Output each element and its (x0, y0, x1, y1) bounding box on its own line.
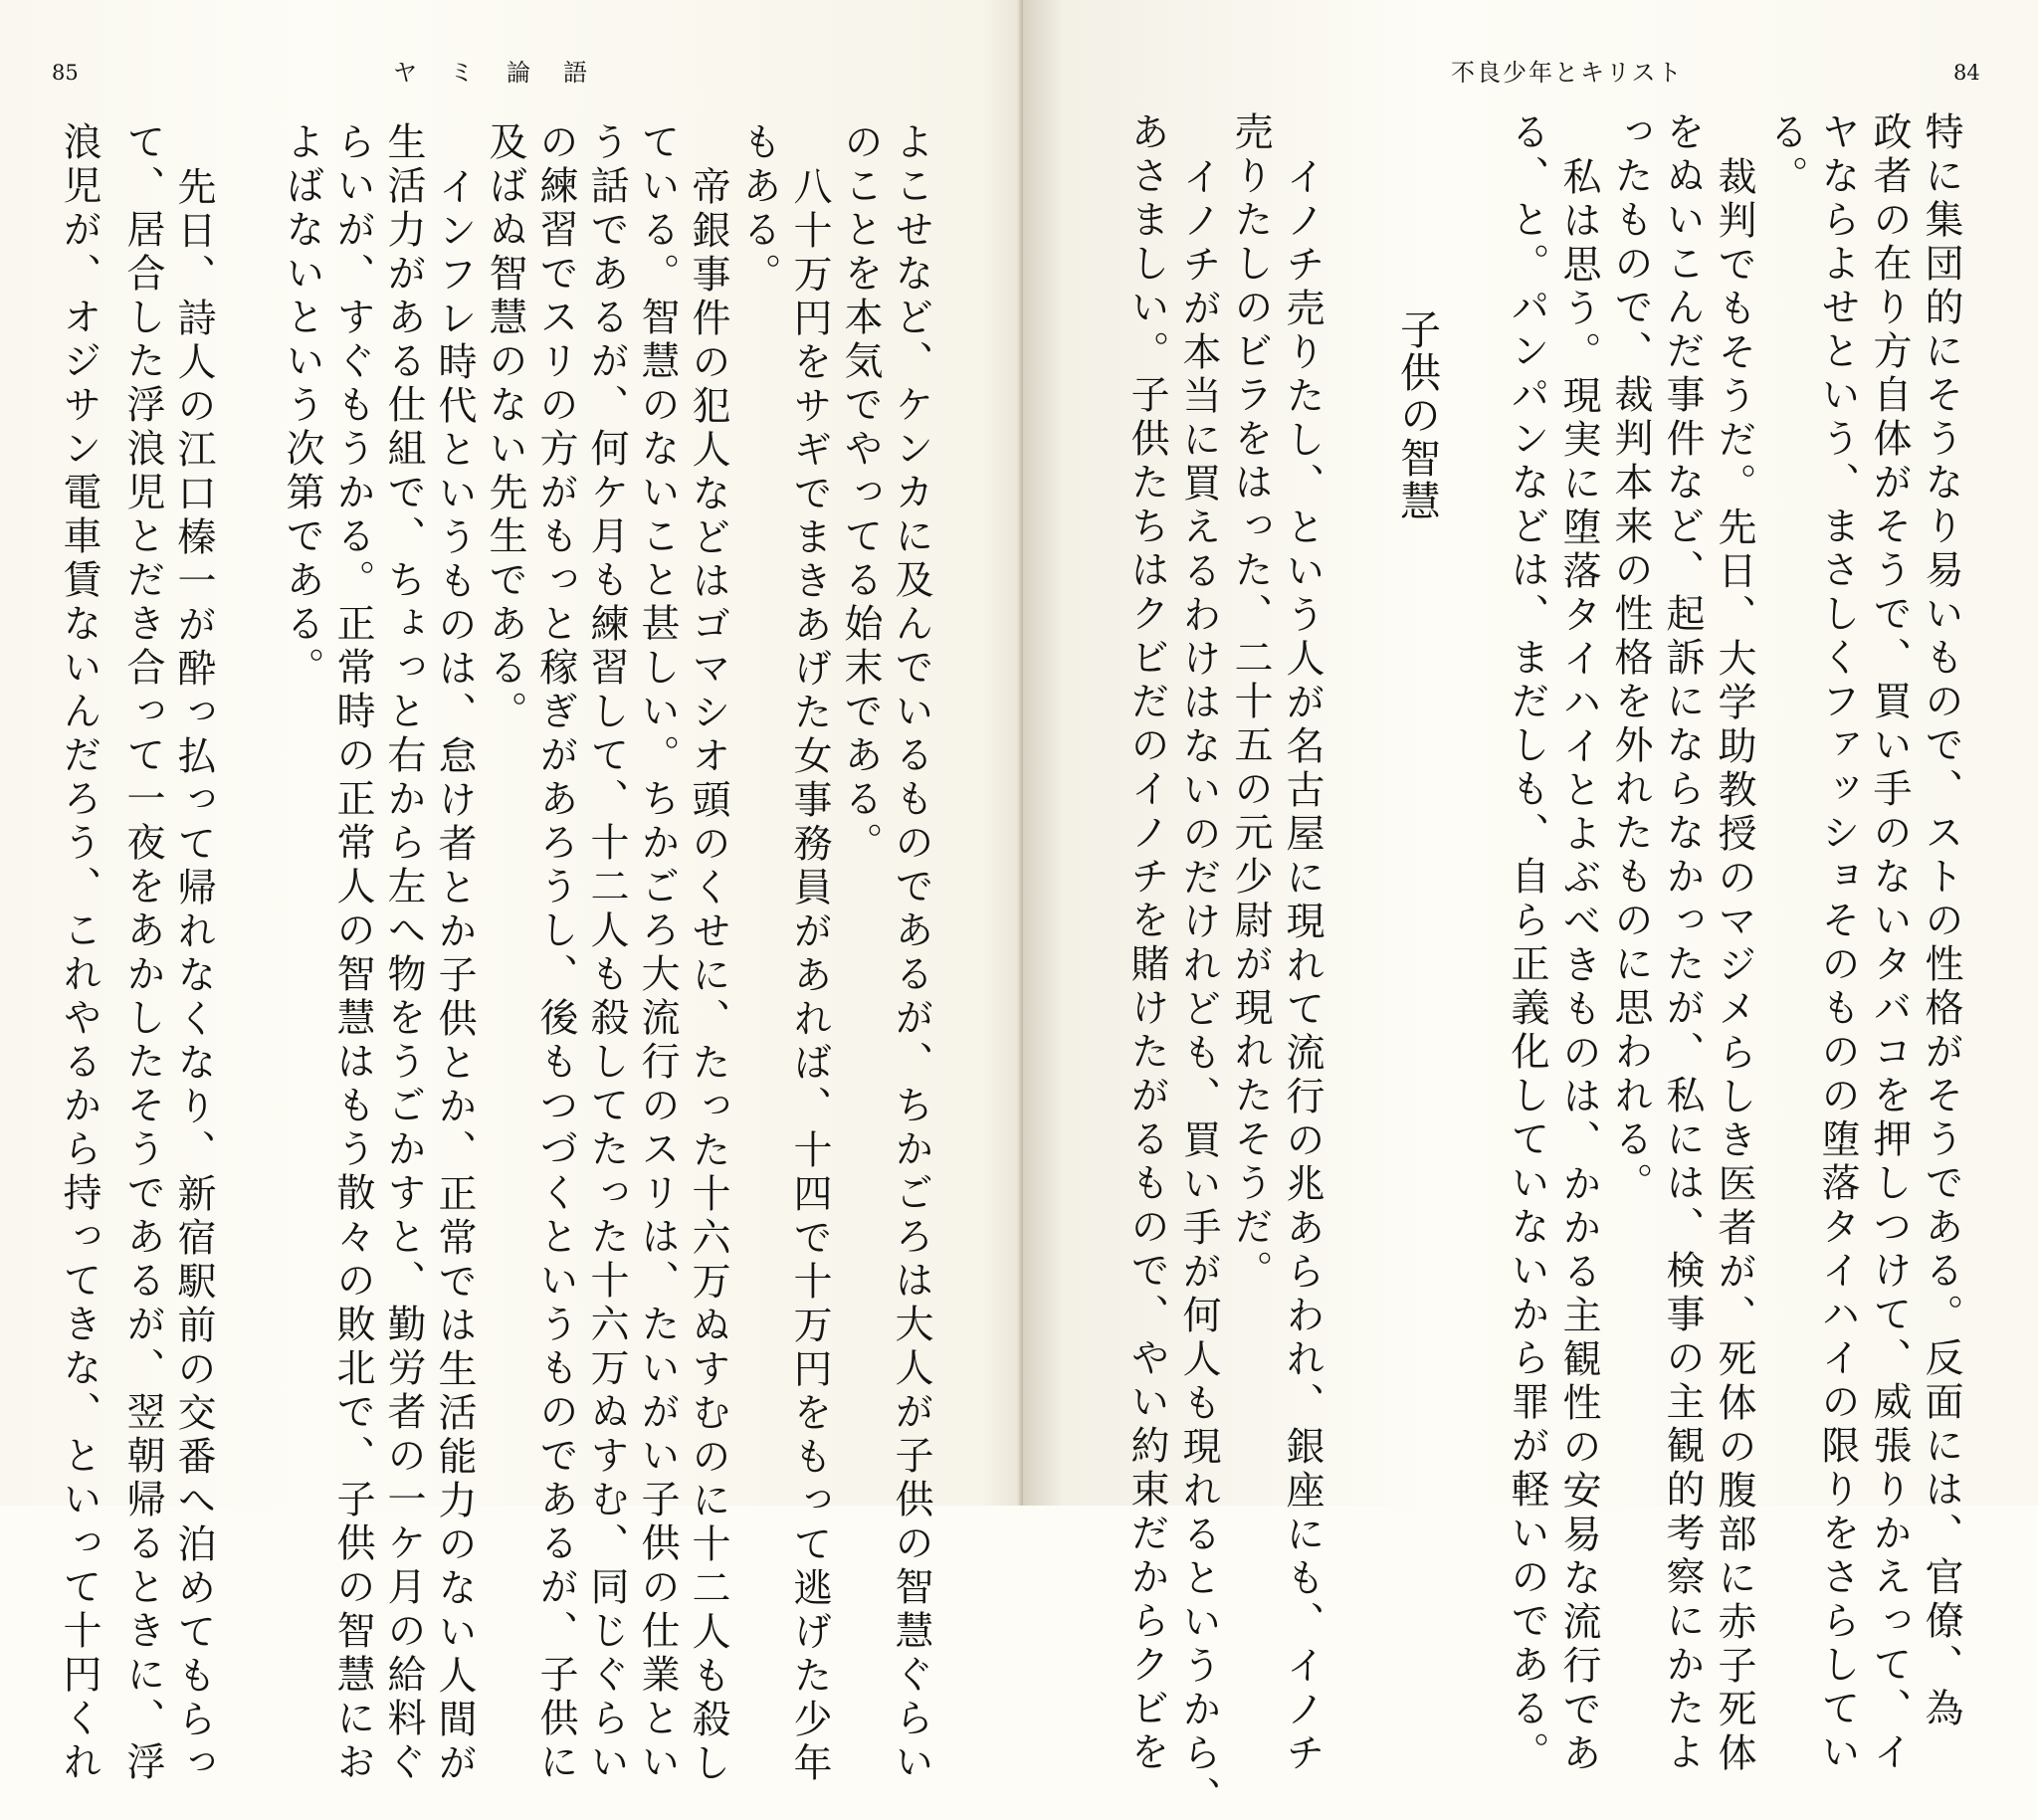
left-line-12: らいが、すぐもうかる。正常時の正常人の智慧はもう散々の敗北で、子供の智慧にお (330, 121, 375, 1785)
left-line-4: もある。 (736, 121, 781, 297)
left-line-7: う話であるが、何ケ月も練習して、十二人も殺してたった十六万ぬすむ、同じぐらい (584, 121, 629, 1785)
left-line-16: 浪児が、オジサン電車賃ないんだろう、これやるから持ってきな、といって十円くれ (57, 121, 102, 1785)
right-page (1023, 0, 2038, 1820)
right-line-5: 裁判でもそうだ。先日、大学助教授のマジメらしき医者が、死体の腹部に赤子死体 (1712, 156, 1756, 1776)
right-section-line-1: イノチ売りたし、という人が名古屋に現れて流行の兆あらわれ、銀座にも、イノチ (1280, 156, 1325, 1776)
right-section-line-4: あさましい。子供たちはクビだのイノチを賭けたがるもので、やい約束だからクビを (1124, 111, 1169, 1775)
right-line-8: 私は思う。現実に堕落タイハイとよぶべきものは、かかる主観性の安易な流行であ (1556, 156, 1601, 1776)
right-page-number: 84 (1953, 61, 1980, 85)
left-line-6: ている。智慧のないこと甚しい。ちかごろ大流行のスリは、たいがい子供の仕業とい (635, 121, 680, 1785)
right-section-line-2: 売りたしのビラをはった、二十五の元少尉が現れたそうだ。 (1228, 111, 1273, 1294)
left-line-11: 生活力がある仕組で、ちょっと右から左へ物をうごかすと、勤労者の一ケ月の給料ぐ (381, 121, 426, 1785)
right-line-9: る、と。パンパンなどは、まだしも、自ら正義化していないから罪が軽いのである。 (1505, 111, 1549, 1775)
left-line-9: 及ばぬ智慧のない先生である。 (483, 121, 527, 734)
left-line-2: のことを本気でやってる始末である。 (838, 121, 883, 866)
right-line-4: る。 (1763, 111, 1808, 199)
left-line-10: インフレ時代というものは、怠け者とか子供とか、正常では生活能力のない人間が (432, 166, 477, 1786)
right-line-3: ヤならよせという、まさしくファッショそのものの堕落タイハイの限りをさらしてい (1815, 111, 1860, 1775)
left-line-8: の練習でスリの方がもっと稼ぎがあろうし、後もつづくというものであるが、子供に (533, 121, 578, 1785)
left-line-14: 先日、詩人の江口榛一が酔っ払って帰れなくなり、新宿駅前の交番へ泊めてもらっ (171, 166, 216, 1786)
right-running-head: 不良少年とキリスト (1451, 59, 1684, 87)
left-page (0, 0, 1023, 1786)
left-line-1: よこせなど、ケンカに及んでいるものであるが、ちかごろは大人が子供の智慧ぐらい (889, 121, 933, 1785)
right-line-1: 特に集団的にそうなり易いもので、ストの性格がそうである。反面には、官僚、為 (1919, 111, 1963, 1731)
left-line-13: よばないという次第である。 (280, 121, 324, 691)
right-line-6: をぬいこんだ事件など、起訴にならなかったが、私には、検事の主観的考察にかたよ (1660, 111, 1705, 1775)
left-line-5: 帝銀事件の犯人などはゴマシオ頭のくせに、たった十六万ぬすむのに十二人も殺し (686, 166, 730, 1786)
left-page-number: 85 (52, 61, 79, 85)
section-heading: 子供の智慧 (1393, 308, 1441, 522)
right-line-7: ったもので、裁判本来の性格を外れたものに思われる。 (1608, 111, 1653, 1206)
left-line-15: て、居合した浮浪児とだき合って一夜をあかしたそうであるが、翌朝帰るときに、浮 (120, 121, 165, 1785)
left-running-head: ヤミ論語 (393, 59, 620, 87)
right-section-line-3: イノチが本当に買えるわけはないのだけれども、買い手が何人も現れるというから、 (1176, 156, 1221, 1820)
right-line-2: 政者の在り方自体がそうで、買い手のないタバコを押しつけて、威張りかえって、イ (1867, 111, 1912, 1775)
left-line-3: 八十万円をサギでまきあげた女事務員があれば、十四で十万円をもって逃げた少年 (787, 166, 832, 1786)
